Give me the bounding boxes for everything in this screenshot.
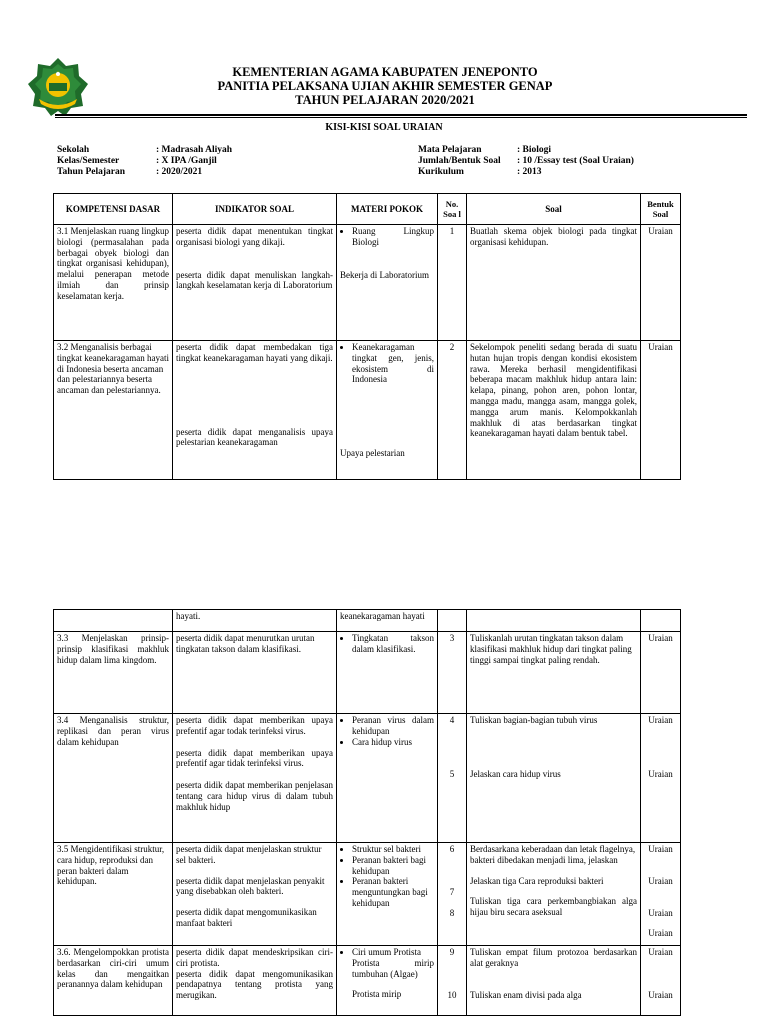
cell-bentuk xyxy=(641,714,681,843)
cell-indikator: hayati. xyxy=(173,610,337,632)
header-kompetensi-dasar: KOMPETENSI DASAR xyxy=(54,194,173,225)
meta-row xyxy=(418,145,634,156)
materi-item: • Keanekaragaman tingkat gen, jenis, ekosistem di Indonesia xyxy=(352,342,434,385)
kisi-kisi-table-part1 xyxy=(53,193,681,480)
indikator-text: peserta didik dapat memberikan penjelasan tentang cara hidup virus di dalam tubuh makhluk hidup xyxy=(176,780,333,812)
soal-text: Jelaskan cara hidup virus xyxy=(470,768,561,779)
indikator-text: peserta didik dapat membedakan tiga tingkat keanekaragaman hayati yang dikaji. xyxy=(176,342,333,363)
table-row xyxy=(54,946,681,1016)
header-soal: Soal xyxy=(467,194,641,225)
materi-text: Bekerja di Laboratorium xyxy=(340,269,429,280)
soal-text: Tuliskan tiga cara perkembangbiakan alga hijau biru secara aseksual xyxy=(470,896,637,918)
meta-row xyxy=(418,167,634,178)
meta-label: Kelas/Semester xyxy=(57,156,120,166)
meta-right xyxy=(418,145,634,178)
materi-text: Protista mirip xyxy=(352,989,402,1000)
header-committee: PANITIA PELAKSANA UJIAN AKHIR SEMESTER GENAP xyxy=(217,79,553,93)
bentuk-text: Uraian xyxy=(648,928,673,939)
table-row xyxy=(54,714,681,843)
materi-item: • Peranan bakteri menguntungkan bagi kehidupan xyxy=(352,876,434,908)
cell-kd: 3.5 Mengidentifikasi struktur, cara hidup, reproduksi dan peran bakteri dalam kehidupan. xyxy=(54,843,173,946)
cell-kd xyxy=(54,610,173,632)
soal-number: 9 xyxy=(449,947,455,957)
cell-materi xyxy=(337,946,438,1016)
cell-kd: 3.1 Menjelaskan ruang lingkup biologi (permasalahan pada berbagai obyek biologi dan tingkat organisasi kehidupan), melalui penerapan metode ilmiah dan prinsip keselamatan kerja. xyxy=(54,225,173,341)
cell-no: 1 xyxy=(438,225,467,341)
indikator-text: peserta didik dapat menjelaskan penyakit yang disebabkan oleh bakteri. xyxy=(176,875,325,897)
header-rule-thick xyxy=(55,114,747,116)
cell-bentuk: Uraian xyxy=(641,225,681,341)
indikator-text: peserta didik dapat menganalisis upaya pelestarian keanekaragaman xyxy=(176,426,333,448)
soal-number: 10 xyxy=(447,989,457,1000)
meta-value: : 2013 xyxy=(517,167,542,177)
table-row xyxy=(54,341,681,480)
meta-row xyxy=(57,167,232,178)
cell-materi: keanekaragaman hayati xyxy=(337,610,438,632)
indikator-text: peserta didik dapat menjelaskan struktur sel bakteri. xyxy=(176,844,322,865)
cell-soal xyxy=(467,946,641,1016)
cell-soal xyxy=(467,610,641,632)
cell-indikator xyxy=(173,714,337,843)
soal-text: Berdasarkana keberadaan dan letak flagelnya, bakteri dibedakan menjadi lima, jelaskan xyxy=(470,844,636,865)
meta-value: : Madrasah Aliyah xyxy=(156,145,233,155)
meta-row xyxy=(57,145,232,156)
kemenag-logo-icon xyxy=(27,57,89,117)
cell-soal: Sekelompok peneliti sedang berada di suatu hutan hujan tropis dengan kondisi ekosistem rawa. Mereka berhasil mengidentifikasi beberapa macam makhluk hidup antara lain: kelapa, pinang, pohon aren, pohon lontar, mangga madu, mangga asam, mangga golek, mangga arum manis. Kelompokkanlah makhluk di atas berdasarkan tingkat keanekaragaman hayati dalam bentuk tabel. xyxy=(467,341,641,480)
meta-row xyxy=(57,156,232,167)
meta-value: : 10 /Essay test (Soal Uraian) xyxy=(517,156,634,166)
header-materi-pokok: MATERI POKOK xyxy=(337,194,438,225)
materi-item: • Ciri umum Protista xyxy=(352,947,434,958)
materi-item: • Cara hidup virus xyxy=(352,737,434,748)
materi-item: • Peranan virus dalam kehidupan xyxy=(352,715,434,737)
bentuk-text: Uraian xyxy=(648,989,673,1000)
indikator-text: peserta didik dapat mengomunikasikan manfaat bakteri xyxy=(176,907,317,928)
cell-bentuk: Uraian xyxy=(641,341,681,480)
meta-label: Jumlah/Bentuk Soal xyxy=(418,156,501,166)
cell-materi xyxy=(337,225,438,341)
header-rule-thin xyxy=(55,117,747,118)
soal-text: Tuliskan enam divisi pada alga xyxy=(470,989,582,1000)
bentuk-text: Uraian xyxy=(648,875,673,886)
cell-kd: 3.6. Mengelompokkan protista berdasarkan ciri-ciri umum kelas dan mengaitkan peranannya dalam kehidupan xyxy=(54,946,173,1016)
soal-text: Jelaskan tiga Cara reproduksi bakteri xyxy=(470,875,604,886)
cell-kd: 3.2 Menganalisis berbagai tingkat keanekaragaman hayati di Indonesia beserta ancaman dan pelestariannya beserta ancaman dan pelestariannya. xyxy=(54,341,173,480)
table-row-continued xyxy=(54,610,681,632)
meta-value: : Biologi xyxy=(517,145,552,155)
bentuk-text: Uraian xyxy=(648,907,673,918)
table-row xyxy=(54,632,681,714)
bentuk-text: Uraian xyxy=(648,947,673,957)
meta-label: Sekolah xyxy=(57,145,90,155)
soal-number: 5 xyxy=(449,768,455,779)
cell-kd: 3.4 Menganalisis struktur, replikasi dan peran virus dalam kehidupan xyxy=(54,714,173,843)
cell-bentuk xyxy=(641,946,681,1016)
cell-indikator xyxy=(173,341,337,480)
materi-item: • Peranan bakteri bagi kehidupan xyxy=(352,855,434,877)
document-title: KISI-KISI SOAL URAIAN xyxy=(325,122,443,133)
header-ministry: KEMENTERIAN AGAMA KABUPATEN JENEPONTO xyxy=(232,65,538,79)
materi-item: • Ruang Lingkup Biologi xyxy=(352,226,434,248)
cell-materi xyxy=(337,714,438,843)
bentuk-text: Uraian xyxy=(648,715,673,725)
materi-item: • Tingkatan takson dalam klasifikasi. xyxy=(352,633,434,655)
indikator-text: peserta didik dapat menentukan tingkat organisasi biologi yang dikaji. xyxy=(176,226,333,247)
meta-left xyxy=(57,145,232,178)
cell-indikator: peserta didik dapat menurutkan urutan tingkatan takson dalam klasifikasi. xyxy=(173,632,337,714)
cell-materi xyxy=(337,632,438,714)
meta-label: Mata Pelajaran xyxy=(418,145,482,155)
cell-no: 3 xyxy=(438,632,467,714)
header-year: TAHUN PELAJARAN 2020/2021 xyxy=(295,93,475,107)
soal-text: Tuliskan empat filum protozoa berdasarkan alat geraknya xyxy=(470,947,637,968)
meta-value: : X IPA /Ganjil xyxy=(156,156,217,166)
cell-kd: 3.3 Menjelaskan prinsip-prinsip klasifikasi makhluk hidup dalam lima kingdom. xyxy=(54,632,173,714)
cell-indikator xyxy=(173,843,337,946)
meta-row xyxy=(418,156,634,167)
bentuk-text: Uraian xyxy=(648,844,673,854)
cell-bentuk: Uraian xyxy=(641,632,681,714)
soal-number: 6 xyxy=(449,844,455,854)
cell-bentuk xyxy=(641,610,681,632)
meta-label: Kurikulum xyxy=(418,167,464,177)
cell-materi xyxy=(337,341,438,480)
soal-number: 7 xyxy=(449,886,455,897)
materi-text: Upaya pelestarian xyxy=(340,448,405,459)
soal-number: 8 xyxy=(449,907,455,918)
meta-label: Tahun Pelajaran xyxy=(57,167,126,177)
cell-no xyxy=(438,714,467,843)
soal-number: 4 xyxy=(449,715,455,725)
kisi-kisi-table-part2 xyxy=(53,609,681,1016)
materi-text: Protista mirip tumbuhan (Algae) xyxy=(352,957,434,979)
indikator-text: peserta didik dapat memberikan upaya prefentif agar tidak terinfeksi virus. xyxy=(176,747,333,769)
cell-indikator xyxy=(173,946,337,1016)
cell-soal: Buatlah skema objek biologi pada tingkat organisasi kehidupan. xyxy=(467,225,641,341)
cell-no xyxy=(438,946,467,1016)
header-no-soal: No. Soa l xyxy=(438,194,467,225)
indikator-text: peserta didik dapat mendeskripsikan ciri-ciri protista. xyxy=(176,947,333,968)
soal-text: Tuliskan bagian-bagian tubuh virus xyxy=(470,715,598,725)
table-header-row xyxy=(54,194,681,225)
header-bentuk-soal: Bentuk Soal xyxy=(641,194,681,225)
cell-soal xyxy=(467,843,641,946)
cell-no xyxy=(438,610,467,632)
meta-value: : 2020/2021 xyxy=(156,167,203,177)
cell-no xyxy=(438,843,467,946)
cell-soal: Tuliskanlah urutan tingkatan takson dalam klasifikasi makhluk hidup dari tingkat paling tinggi sampai tingkat paling rendah. xyxy=(467,632,641,714)
indikator-text: peserta didik dapat menuliskan langkah-langkah keselamatan kerja di Laboratorium xyxy=(176,269,333,291)
cell-no: 2 xyxy=(438,341,467,480)
cell-materi xyxy=(337,843,438,946)
bentuk-text: Uraian xyxy=(648,768,673,779)
indikator-text: peserta didik dapat memberikan upaya prefentif agar todak terinfeksi virus. xyxy=(176,715,333,736)
table-row xyxy=(54,843,681,946)
materi-item: • Struktur sel bakteri xyxy=(352,844,434,855)
cell-soal xyxy=(467,714,641,843)
header-indikator-soal: INDIKATOR SOAL xyxy=(173,194,337,225)
table-row xyxy=(54,225,681,341)
cell-bentuk xyxy=(641,843,681,946)
cell-indikator xyxy=(173,225,337,341)
indikator-text: peserta didik dapat mengomunikasikan pendapatnya tentang protista yang merugikan. xyxy=(176,968,333,1001)
